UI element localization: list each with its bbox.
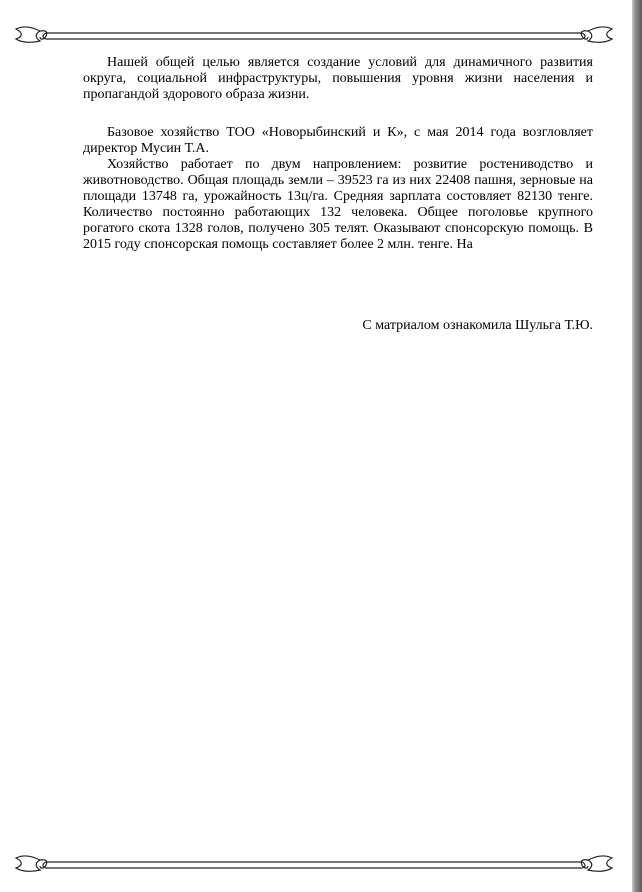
signature-line: С матриалом ознакомила Шульга Т.Ю. xyxy=(362,318,593,333)
top-scroll-border xyxy=(12,21,616,51)
paragraph-goal: Нашей общей целью является создание условий для динамичного развития округа, социальной инфраструктуры, повышения уровня жизни населения и пропагандой здорового образа жизни. xyxy=(83,55,593,102)
page-edge-shadow xyxy=(632,0,642,892)
paragraph-group-2 xyxy=(83,125,593,253)
paragraph-group-1 xyxy=(83,55,593,103)
bottom-scroll-border xyxy=(12,850,616,880)
paragraph-farm-details: Хозяйство работает по двум напровлением: розвитие ростениводство и животноводство. Общая площадь земли – 39523 га из них 22408 пашня, зерновые на площади 13748 га, урожайность 13ц/га. Средняя зарплата состовляет 82130 тенге. Количество постоянно работающих 132 человека. Общее поголовье крупного рогатого скота 1328 голов, получено 305 телят. Оказывают спонсорскую помощь. В 2015 году спонсорская помощь составляет более 2 млн. тенге. На xyxy=(83,157,593,252)
paragraph-director: Базовое хозяйство ТОО «Новорыбинский и К», с мая 2014 года возгловляет директор Мусин Т.А. xyxy=(83,125,593,156)
